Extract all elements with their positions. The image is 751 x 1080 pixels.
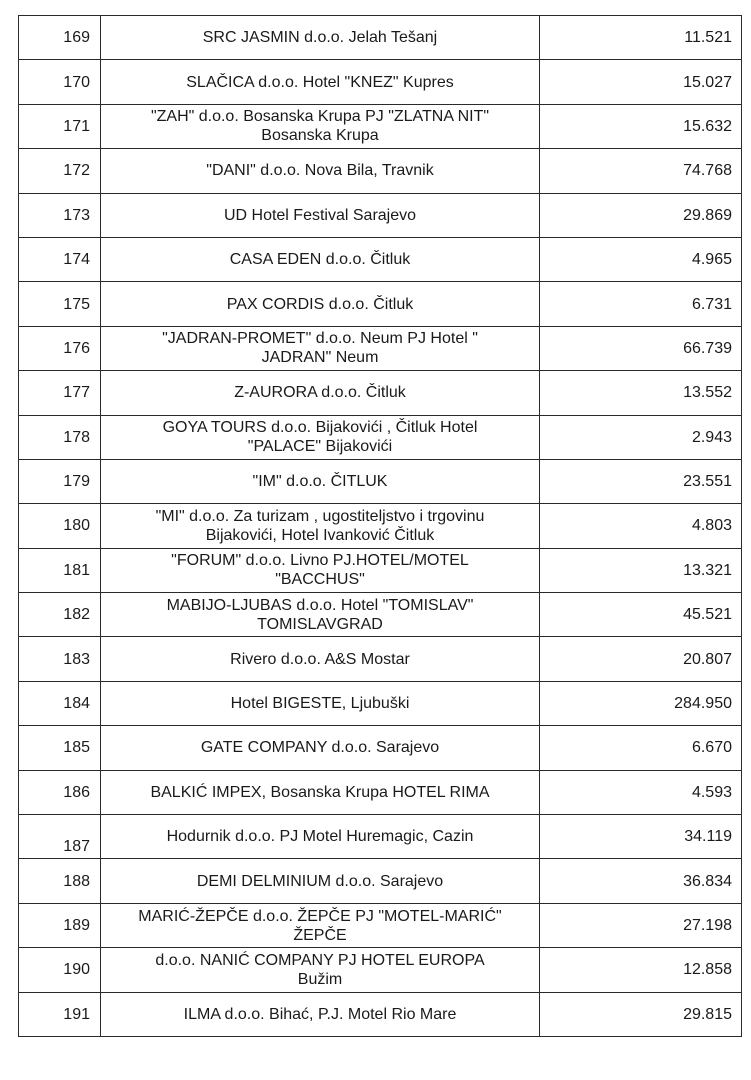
row-number: 178	[19, 415, 101, 459]
company-name: Z-AURORA d.o.o. Čitluk	[101, 371, 540, 415]
amount-value: 6.670	[540, 726, 742, 770]
company-name: "JADRAN-PROMET" d.o.o. Neum PJ Hotel " JADRAN" Neum	[101, 326, 540, 370]
company-name: Rivero d.o.o. A&S Mostar	[101, 637, 540, 681]
amount-value: 20.807	[540, 637, 742, 681]
row-number: 186	[19, 770, 101, 814]
amount-value: 4.803	[540, 504, 742, 548]
row-number: 176	[19, 326, 101, 370]
row-number: 183	[19, 637, 101, 681]
row-number: 173	[19, 193, 101, 237]
amount-value: 29.815	[540, 992, 742, 1036]
amount-value: 74.768	[540, 149, 742, 193]
table-row	[19, 326, 742, 370]
company-name: CASA EDEN d.o.o. Čitluk	[101, 237, 540, 281]
amount-value: 27.198	[540, 903, 742, 947]
table-row	[19, 992, 742, 1036]
table-row	[19, 681, 742, 725]
table-row	[19, 859, 742, 903]
row-number: 171	[19, 104, 101, 148]
company-name: PAX CORDIS d.o.o. Čitluk	[101, 282, 540, 326]
table-row	[19, 282, 742, 326]
company-name: "FORUM" d.o.o. Livno PJ.HOTEL/MOTEL "BACCHUS"	[101, 548, 540, 592]
amount-value: 66.739	[540, 326, 742, 370]
table-row	[19, 637, 742, 681]
row-number: 191	[19, 992, 101, 1036]
company-name: Hodurnik d.o.o. PJ Motel Huremagic, Cazin	[101, 815, 540, 859]
amount-value: 2.943	[540, 415, 742, 459]
company-name: DEMI DELMINIUM d.o.o. Sarajevo	[101, 859, 540, 903]
amount-value: 13.552	[540, 371, 742, 415]
amount-value: 45.521	[540, 593, 742, 637]
table-row	[19, 60, 742, 104]
row-number: 177	[19, 371, 101, 415]
row-number: 180	[19, 504, 101, 548]
table-row	[19, 593, 742, 637]
table-row	[19, 459, 742, 503]
table-row	[19, 415, 742, 459]
company-name: "MI" d.o.o. Za turizam , ugostiteljstvo i trgovinu Bijakovići, Hotel Ivanković Čitluk	[101, 504, 540, 548]
table-row	[19, 371, 742, 415]
row-number: 182	[19, 593, 101, 637]
row-number: 188	[19, 859, 101, 903]
company-name: MARIĆ-ŽEPČE d.o.o. ŽEPČE PJ "MOTEL-MARIĆ" ŽEPČE	[101, 903, 540, 947]
company-name: "DANI" d.o.o. Nova Bila, Travnik	[101, 149, 540, 193]
table-row	[19, 770, 742, 814]
row-number: 185	[19, 726, 101, 770]
table-row	[19, 237, 742, 281]
table-row	[19, 504, 742, 548]
row-number: 187	[19, 815, 101, 859]
row-number: 175	[19, 282, 101, 326]
company-name: ILMA d.o.o. Bihać, P.J. Motel Rio Mare	[101, 992, 540, 1036]
company-name: BALKIĆ IMPEX, Bosanska Krupa HOTEL RIMA	[101, 770, 540, 814]
company-name: SLAČICA d.o.o. Hotel "KNEZ" Kupres	[101, 60, 540, 104]
amount-value: 23.551	[540, 459, 742, 503]
table-row	[19, 104, 742, 148]
company-name: "ZAH" d.o.o. Bosanska Krupa PJ "ZLATNA NIT" Bosanska Krupa	[101, 104, 540, 148]
table-row	[19, 16, 742, 60]
company-name: SRC JASMIN d.o.o. Jelah Tešanj	[101, 16, 540, 60]
company-name: MABIJO-LJUBAS d.o.o. Hotel "TOMISLAV" TOMISLAVGRAD	[101, 593, 540, 637]
row-number: 169	[19, 16, 101, 60]
table-row	[19, 548, 742, 592]
table-row	[19, 903, 742, 947]
company-name: UD Hotel Festival Sarajevo	[101, 193, 540, 237]
amount-value: 34.119	[540, 815, 742, 859]
row-number: 172	[19, 149, 101, 193]
amount-value: 15.632	[540, 104, 742, 148]
hotel-list-table	[18, 15, 742, 1037]
row-number: 190	[19, 948, 101, 992]
row-number: 170	[19, 60, 101, 104]
row-number: 174	[19, 237, 101, 281]
company-name: GOYA TOURS d.o.o. Bijakovići , Čitluk Hotel "PALACE" Bijakovići	[101, 415, 540, 459]
row-number: 189	[19, 903, 101, 947]
table-row	[19, 948, 742, 992]
amount-value: 284.950	[540, 681, 742, 725]
amount-value: 4.593	[540, 770, 742, 814]
amount-value: 13.321	[540, 548, 742, 592]
amount-value: 15.027	[540, 60, 742, 104]
company-name: d.o.o. NANIĆ COMPANY PJ HOTEL EUROPA Bužim	[101, 948, 540, 992]
table-row	[19, 726, 742, 770]
table-row	[19, 193, 742, 237]
amount-value: 11.521	[540, 16, 742, 60]
table-row	[19, 149, 742, 193]
company-name: "IM" d.o.o. ČITLUK	[101, 459, 540, 503]
row-number: 181	[19, 548, 101, 592]
amount-value: 12.858	[540, 948, 742, 992]
amount-value: 4.965	[540, 237, 742, 281]
company-name: GATE COMPANY d.o.o. Sarajevo	[101, 726, 540, 770]
table-row	[19, 815, 742, 859]
amount-value: 6.731	[540, 282, 742, 326]
company-name: Hotel BIGESTE, Ljubuški	[101, 681, 540, 725]
document-page	[18, 15, 741, 1037]
row-number: 184	[19, 681, 101, 725]
table-body	[19, 16, 742, 1037]
amount-value: 36.834	[540, 859, 742, 903]
amount-value: 29.869	[540, 193, 742, 237]
row-number: 179	[19, 459, 101, 503]
